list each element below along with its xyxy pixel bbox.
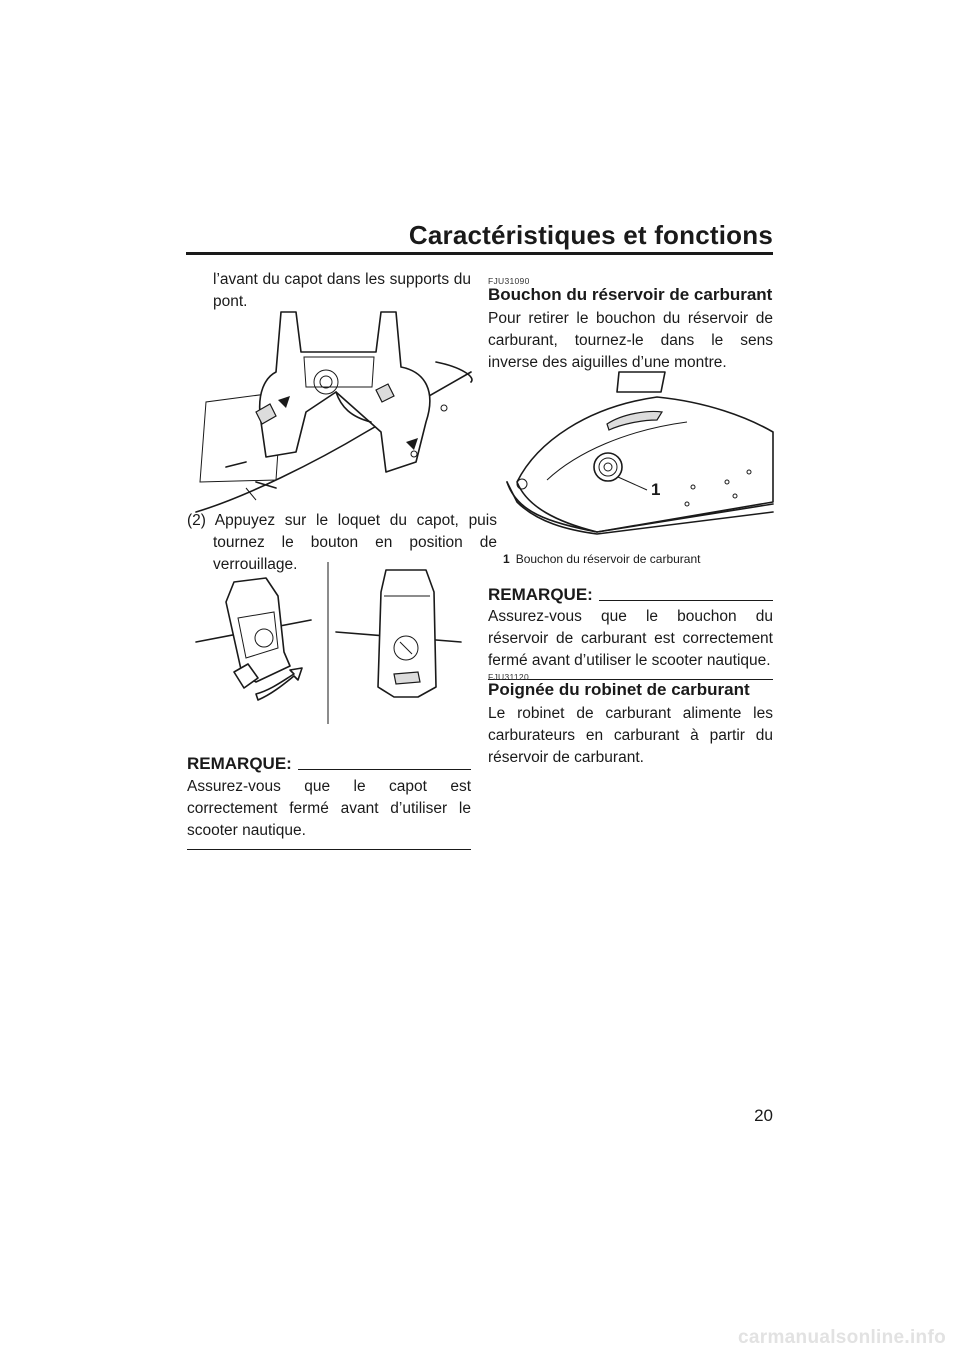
title-rule (186, 252, 773, 255)
fuel-cap-text: Pour retirer le bouchon du réservoir de carburant, tournez-le dans le sens inverse des aiguilles d’une montre. (488, 310, 773, 371)
remarque-label: REMARQUE: (187, 754, 292, 773)
figure-caption (503, 552, 700, 566)
watermark: carmanualsonline.info (738, 1327, 946, 1348)
remarque-text-left: Assurez-vous que le capot est correctement fermé avant d’utiliser le scooter nautique. (187, 776, 471, 850)
section-title-fuel-valve: Poignée du robinet de carburant (488, 680, 750, 699)
fuel-valve-text: Le robinet de carburant alimente les carburateurs en carburant à partir du réservoir de carburant. (488, 705, 773, 766)
section-code: FJU31120 (488, 672, 529, 682)
continuation-text: l’avant du capot dans les supports du pont. (213, 271, 471, 310)
caption-text: Bouchon du réservoir de carburant (515, 552, 701, 566)
caption-number: 1 (503, 552, 510, 566)
hood-supports-illustration (186, 312, 471, 500)
remarque-heading-left (187, 754, 471, 774)
callout-1: 1 (651, 480, 661, 499)
fuel-cap-illustration (487, 372, 773, 542)
remarque-heading-right (488, 585, 773, 605)
remarque-rule (599, 600, 773, 601)
section-code: FJU31090 (488, 276, 530, 286)
remarque-rule (298, 769, 471, 770)
step-2-text: (2) Appuyez sur le loquet du capot, puis tournez le bouton en position de verrouillage. (187, 512, 497, 573)
page-number: 20 (754, 1106, 773, 1125)
remarque-text-right: Assurez-vous que le bouchon du réservoir de carburant est correctement fermé avant d’utiliser le scooter nautique. (488, 606, 773, 680)
remarque-label: REMARQUE: (488, 585, 593, 604)
page-title: Caractéristiques et fonctions (408, 220, 773, 250)
section-title-fuel-cap: Bouchon du réservoir de carburant (488, 285, 773, 304)
latch-lock-illustration (186, 562, 471, 732)
